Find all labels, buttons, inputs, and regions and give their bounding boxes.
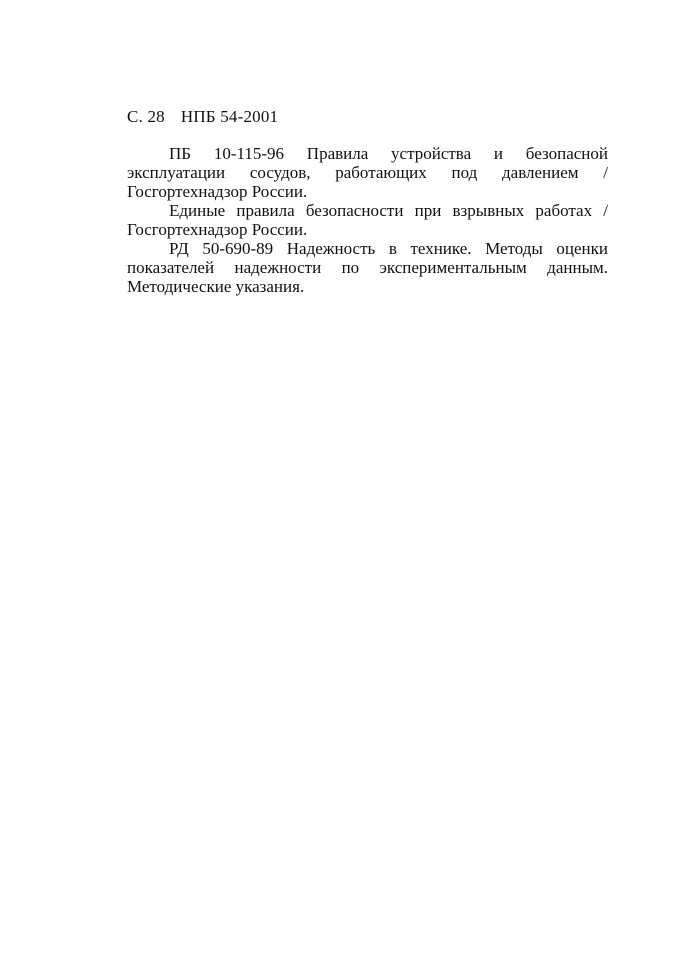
reference-item: РД 50-690-89 Надежность в технике. Методы оценки показателей надежности по экспериментальным данным. Методические указания. xyxy=(127,239,608,296)
reference-item: Единые правила безопасности при взрывных работах / Госгортехнадзор России. xyxy=(127,201,608,239)
page-number: С. 28 xyxy=(127,107,165,126)
document-code: НПБ 54-2001 xyxy=(180,107,279,126)
reference-item: ПБ 10-115-96 Правила устройства и безопасной эксплуатации сосудов, работающих под давлением / Госгортехнадзор России. xyxy=(127,144,608,201)
reference-list xyxy=(127,144,608,296)
running-header xyxy=(127,107,278,127)
